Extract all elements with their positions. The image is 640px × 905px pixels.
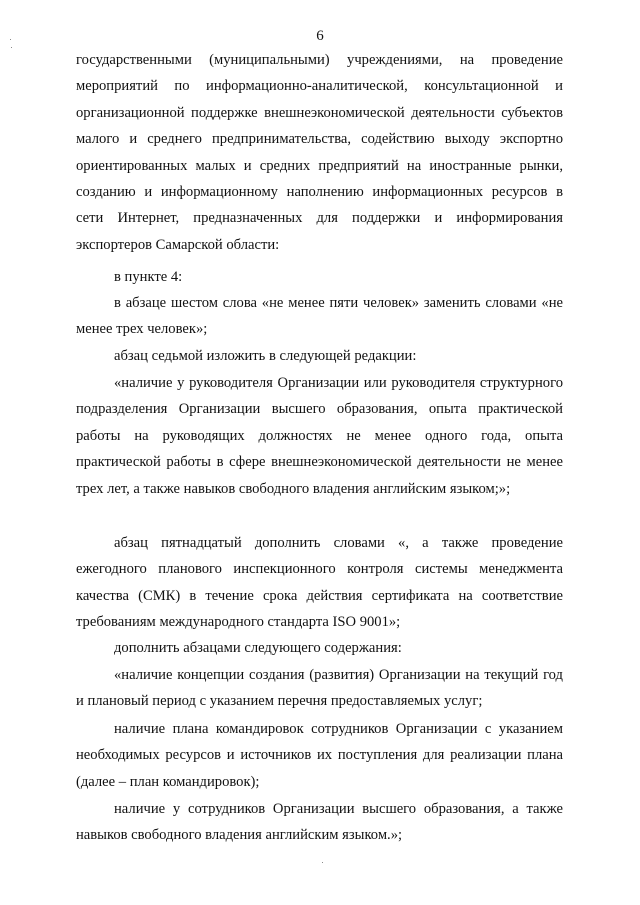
paragraph-4-text: абзац седьмой изложить в следующей редакции: (114, 348, 417, 364)
paragraph-9 (76, 716, 563, 795)
paragraph-9-text: наличие плана командировок сотрудников Организации с указанием необходимых ресурсов и источников их поступления для реализации плана (далее – план командировок); (76, 721, 563, 790)
paragraph-3-text: в абзаце шестом слова «не менее пяти человек» заменить словами «не менее трех человек»; (76, 295, 563, 338)
paragraph-4 (76, 343, 563, 369)
paragraph-7-text: дополнить абзацами следующего содержания: (114, 640, 402, 656)
paragraph-6-text: абзац пятнадцатый дополнить словами «, а также проведение ежегодного планового инспекционного контроля системы менеджмента качества (СМК) в течение срока действия сертификата на соответствие требованиям международного стандарта ISO 9001»; (76, 535, 563, 631)
paragraph-10 (76, 796, 563, 849)
paragraph-1-text: государственными (муниципальными) учреждениями, на проведение мероприятий по информационно-аналитической, консультационной и организационной поддержке внешнеэкономической деятельности субъектов малого и среднего предпринимательства, содействию выходу экспортно ориентированных малых и средних предприятий на иностранные рынки, созданию и информационному наполнению информационных ресурсов в сети Интернет, предназначенных для поддержки и информирования экспортеров Самарской области: (76, 52, 563, 253)
paragraph-3 (76, 290, 563, 343)
paragraph-2-text: в пункте 4: (114, 269, 183, 285)
paragraph-8 (76, 662, 563, 715)
page-number: 6 (316, 28, 324, 44)
paragraph-2 (76, 264, 563, 290)
scan-speck (11, 47, 12, 48)
paragraph-8-text: «наличие концепции создания (развития) Организации на текущий год и плановый период с указанием перечня предоставляемых услуг; (76, 667, 563, 710)
paragraph-5 (76, 370, 563, 502)
paragraph-10-text: наличие у сотрудников Организации высшего образования, а также навыков свободного владения английским языком.»; (76, 801, 563, 844)
paragraph-5-text: «наличие у руководителя Организации или руководителя структурного подразделения Организации высшего образования, опыта практической работы на руководящих должностях не менее одного года, опыта практической работы в сфере внешнеэкономической деятельности не менее трех лет, а также навыков свободного владения английским языком;»; (76, 375, 563, 497)
paragraph-6 (76, 530, 563, 636)
paragraph-7 (76, 635, 563, 661)
scan-speck (10, 39, 11, 40)
paragraph-1 (76, 47, 563, 258)
scan-speck (322, 862, 323, 863)
